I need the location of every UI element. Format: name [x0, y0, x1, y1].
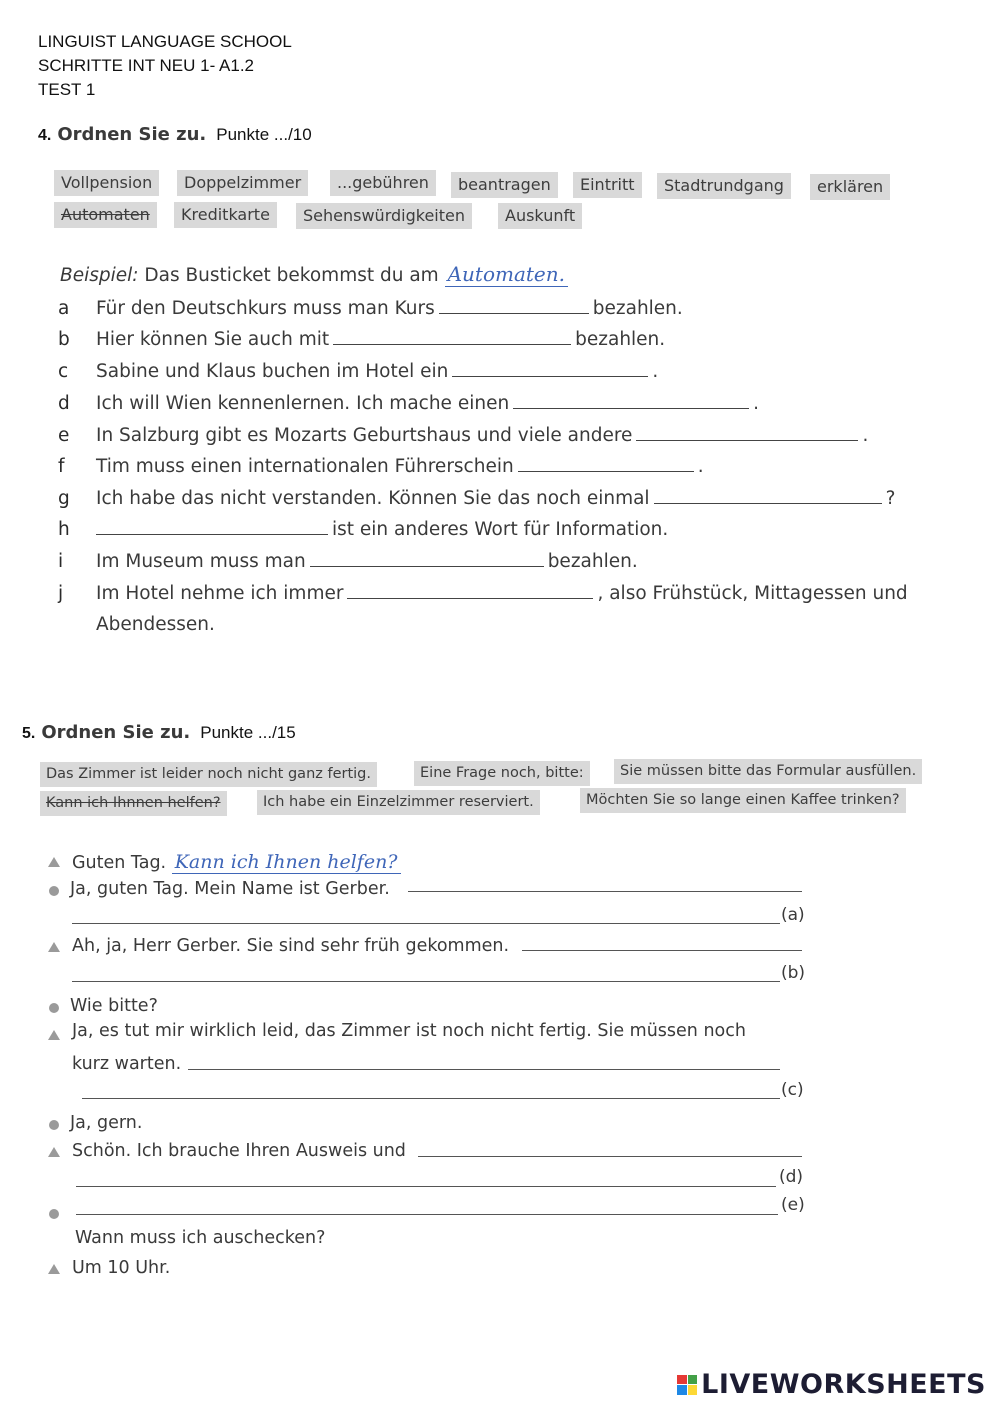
word-chip[interactable]: erklären [810, 174, 890, 200]
dialog-line-1 [72, 851, 401, 873]
dialog-text: Guten Tag. [72, 853, 167, 873]
logo-square [677, 1375, 687, 1385]
liveworksheets-logo [677, 1369, 986, 1400]
liveworksheets-logo-icon [677, 1375, 697, 1395]
item-letter: i [58, 551, 64, 572]
answer-blank[interactable] [636, 426, 858, 441]
phrase-chip-used[interactable]: Kann ich Ihnnen helfen? [40, 791, 227, 816]
answer-blank[interactable] [333, 330, 571, 345]
logo-square [688, 1375, 698, 1385]
phrase-chip[interactable]: Eine Frage noch, bitte: [414, 761, 590, 786]
exercise-item-d [58, 393, 759, 414]
header-test-name: TEST 1 [38, 80, 96, 99]
dialog-line-8: Wann muss ich auschecken? [75, 1228, 326, 1248]
answer-line[interactable] [76, 1214, 778, 1215]
answer-line[interactable] [522, 950, 802, 951]
answer-line[interactable] [72, 981, 780, 982]
circle-speaker-icon [49, 1209, 59, 1219]
item-letter: c [58, 361, 69, 382]
answer-blank[interactable] [654, 489, 882, 504]
item-text-before: Ich will Wien kennenlernen. Ich mache einen [96, 393, 510, 414]
item-text-before: Im Hotel nehme ich immer [96, 583, 344, 604]
section-4-points: Punkte .../10 [216, 125, 312, 144]
item-letter: g [58, 488, 70, 509]
exercise-item-e [58, 425, 868, 446]
phrase-chip[interactable]: Sie müssen bitte das Formular ausfüllen. [614, 759, 922, 784]
word-chip[interactable]: ...gebühren [330, 170, 436, 196]
exercise-item-g [58, 488, 895, 509]
circle-speaker-icon [49, 886, 59, 896]
word-chip[interactable]: beantragen [451, 172, 558, 198]
dialog-line-4: Wie bitte? [70, 996, 158, 1016]
item-text-before: Im Museum muss man [96, 551, 306, 572]
word-chip[interactable]: Sehenswürdigkeiten [296, 203, 472, 229]
item-text-before: Hier können Sie auch mit [96, 329, 330, 350]
school-header [38, 30, 292, 102]
phrase-chip[interactable]: Möchten Sie so lange einen Kaffee trinken? [580, 788, 906, 813]
blank-tag-b: (b) [781, 963, 806, 983]
blank-tag-d: (d) [779, 1167, 804, 1187]
section-4-number: 4. [38, 127, 52, 144]
item-letter: h [58, 519, 70, 540]
triangle-speaker-icon [48, 1030, 60, 1040]
item-text-before: In Salzburg gibt es Mozarts Geburtshaus und viele andere [96, 425, 633, 446]
blank-tag-a: (a) [781, 905, 805, 925]
answer-line[interactable] [418, 1156, 802, 1157]
dialog-line-5b: kurz warten. [72, 1054, 182, 1074]
item-text-after: . [862, 425, 869, 446]
section-5-title [22, 722, 296, 743]
dialog-line-5: Ja, es tut mir wirklich leid, das Zimmer ist noch nicht fertig. Sie müssen noch [72, 1021, 746, 1041]
phrase-chip[interactable]: Ich habe ein Einzelzimmer reserviert. [257, 790, 540, 815]
answer-blank[interactable] [310, 552, 544, 567]
dialog-example-answer: Kann ich Ihnen helfen? [172, 851, 401, 874]
dialog-line-6: Ja, gern. [70, 1113, 143, 1133]
header-school-name: LINGUIST LANGUAGE SCHOOL [38, 32, 292, 51]
example-text: Das Busticket bekommst du am [144, 265, 439, 286]
blank-tag-c: (c) [781, 1080, 804, 1100]
answer-blank[interactable] [452, 362, 648, 377]
example-sentence [60, 262, 568, 286]
triangle-speaker-icon [48, 1264, 60, 1274]
item-text-after: . [753, 393, 760, 414]
triangle-speaker-icon [48, 1147, 60, 1157]
dialog-line-7: Schön. Ich brauche Ihren Ausweis und [72, 1141, 406, 1161]
item-text-after: bezahlen. [547, 551, 638, 572]
brand-name: LIVEWORKSHEETS [701, 1369, 986, 1400]
item-text-after: ? [885, 488, 896, 509]
blank-tag-e: (e) [781, 1195, 805, 1215]
word-chip[interactable]: Auskunft [498, 203, 582, 229]
word-chip[interactable]: Kreditkarte [174, 202, 277, 228]
circle-speaker-icon [49, 1120, 59, 1130]
item-letter: b [58, 329, 70, 350]
item-text-after: bezahlen. [592, 298, 683, 319]
answer-line[interactable] [76, 1186, 776, 1187]
logo-square [688, 1385, 698, 1395]
section-4-title [38, 124, 312, 145]
section-5-number: 5. [22, 725, 36, 742]
answer-line[interactable] [82, 1098, 780, 1099]
item-letter: f [58, 456, 65, 477]
item-letter: e [58, 425, 70, 446]
dialog-line-3: Ah, ja, Herr Gerber. Sie sind sehr früh gekommen. [72, 936, 510, 956]
answer-blank[interactable] [96, 520, 328, 535]
item-letter: a [58, 298, 70, 319]
item-letter: d [58, 393, 70, 414]
answer-line[interactable] [408, 891, 802, 892]
answer-blank[interactable] [513, 394, 749, 409]
exercise-item-f [58, 456, 704, 477]
word-chip[interactable]: Stadtrundgang [657, 173, 791, 199]
item-text-after: . [697, 456, 704, 477]
item-text-before: Sabine und Klaus buchen im Hotel ein [96, 361, 449, 382]
exercise-item-c [58, 361, 658, 382]
item-text-after: . [652, 361, 659, 382]
answer-line[interactable] [72, 923, 780, 924]
answer-blank[interactable] [518, 457, 694, 472]
exercise-item-j-continued: Abendessen. [96, 614, 215, 635]
answer-line[interactable] [188, 1069, 780, 1070]
item-letter: j [58, 583, 64, 604]
dialog-line-2: Ja, guten Tag. Mein Name ist Gerber. [70, 879, 390, 899]
section-4-heading: Ordnen Sie zu. [57, 124, 207, 145]
item-text-after: ist ein anderes Wort für Information. [332, 519, 669, 540]
phrase-chip[interactable]: Das Zimmer ist leider noch nicht ganz fertig. [40, 762, 377, 787]
triangle-speaker-icon [48, 942, 60, 952]
word-chip[interactable]: Eintritt [573, 172, 642, 198]
section-5-heading: Ordnen Sie zu. [41, 722, 191, 743]
example-answer: Automaten. [445, 262, 568, 287]
exercise-item-h [58, 519, 668, 540]
exercise-item-b [58, 329, 665, 350]
logo-square [677, 1385, 687, 1395]
section-5-points: Punkte .../15 [200, 723, 296, 742]
exercise-item-j [58, 583, 908, 604]
item-text-after: bezahlen. [575, 329, 666, 350]
word-chip[interactable]: Doppelzimmer [177, 170, 308, 196]
exercise-item-a [58, 298, 683, 319]
example-label: Beispiel: [60, 265, 139, 286]
triangle-speaker-icon [48, 857, 60, 867]
item-text-after: , also Frühstück, Mittagessen und [597, 583, 908, 604]
word-chip[interactable]: Vollpension [54, 170, 159, 196]
header-course-name: SCHRITTE INT NEU 1- A1.2 [38, 56, 255, 75]
item-text-before: Ich habe das nicht verstanden. Können Sie das noch einmal [96, 488, 650, 509]
answer-blank[interactable] [439, 299, 589, 314]
item-text-before: Tim muss einen internationalen Führerschein [96, 456, 514, 477]
dialog-line-9: Um 10 Uhr. [72, 1258, 171, 1278]
exercise-item-i [58, 551, 638, 572]
answer-blank[interactable] [347, 584, 593, 599]
word-chip-used[interactable]: Automaten [54, 202, 157, 228]
item-text-before: Für den Deutschkurs muss man Kurs [96, 298, 435, 319]
circle-speaker-icon [49, 1003, 59, 1013]
